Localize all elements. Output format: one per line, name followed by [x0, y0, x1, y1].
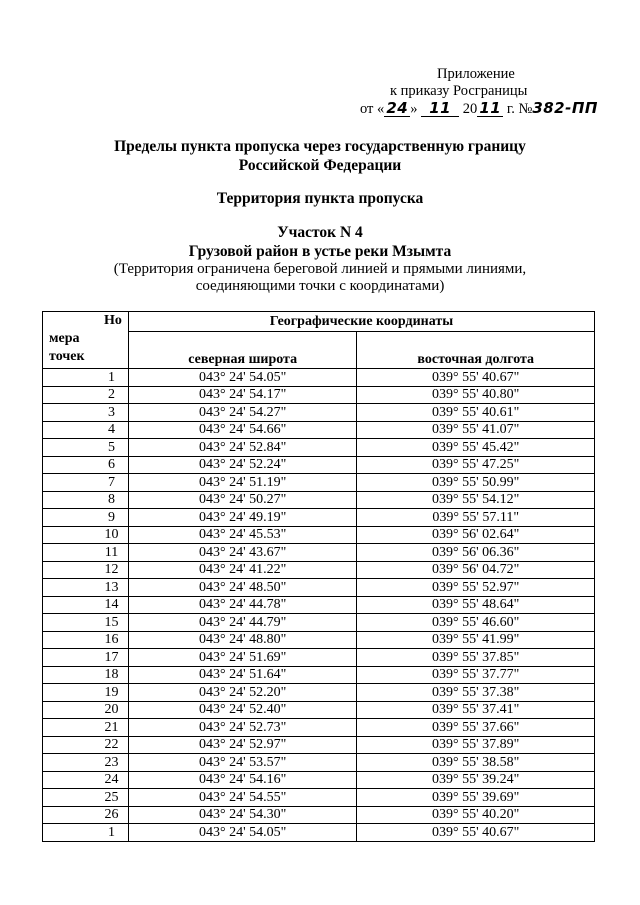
date-sep: »: [410, 101, 418, 117]
latitude-cell: 043° 24' 51.64": [128, 666, 357, 684]
order-number: 382-ПП: [532, 99, 598, 117]
longitude-cell: 039° 55' 46.60": [357, 614, 595, 632]
longitude-cell: 039° 55' 52.97": [357, 579, 595, 597]
latitude-cell: 043° 24' 52.97": [128, 736, 357, 754]
table-row: [43, 789, 595, 807]
latitude-cell: 043° 24' 52.73": [128, 719, 357, 737]
latitude-cell: 043° 24' 54.16": [128, 771, 357, 789]
latitude-cell: 043° 24' 52.20": [128, 684, 357, 702]
latitude-cell: 043° 24' 54.55": [128, 789, 357, 807]
point-number: 17: [43, 649, 129, 667]
point-number: 13: [43, 579, 129, 597]
table-row: [43, 684, 595, 702]
latitude-cell: 043° 24' 52.24": [128, 456, 357, 474]
longitude-cell: 039° 55' 37.38": [357, 684, 595, 702]
latitude-cell: 043° 24' 44.78": [128, 596, 357, 614]
point-number: 14: [43, 596, 129, 614]
table-row: [43, 701, 595, 719]
latitude-cell: 043° 24' 41.22": [128, 561, 357, 579]
date-year: 11: [477, 101, 503, 117]
point-number: 20: [43, 701, 129, 719]
longitude-cell: 039° 55' 45.42": [357, 439, 595, 457]
number-prefix: г. №: [506, 101, 533, 117]
table-row: [43, 386, 595, 404]
col-header-lat: северная широта: [128, 332, 357, 369]
col-header-coords: Географические координаты: [128, 312, 594, 332]
point-number: 6: [43, 456, 129, 474]
latitude-cell: 043° 24' 51.69": [128, 649, 357, 667]
latitude-cell: 043° 24' 54.27": [128, 404, 357, 422]
table-row: [43, 614, 595, 632]
table-row: [43, 369, 595, 387]
longitude-cell: 039° 55' 39.69": [357, 789, 595, 807]
table-row: [43, 421, 595, 439]
longitude-cell: 039° 55' 47.25": [357, 456, 595, 474]
longitude-cell: 039° 55' 41.99": [357, 631, 595, 649]
longitude-cell: 039° 55' 37.77": [357, 666, 595, 684]
table-row: [43, 631, 595, 649]
longitude-cell: 039° 55' 50.99": [357, 474, 595, 492]
note-line2: соединяющими точки с координатами): [195, 278, 445, 294]
latitude-cell: 043° 24' 49.19": [128, 509, 357, 527]
latitude-cell: 043° 24' 43.67": [128, 544, 357, 562]
point-number: 4: [43, 421, 129, 439]
table-row: [43, 474, 595, 492]
latitude-cell: 043° 24' 54.05": [128, 369, 357, 387]
latitude-cell: 043° 24' 45.53": [128, 526, 357, 544]
longitude-cell: 039° 55' 40.67": [357, 824, 595, 842]
point-number: 24: [43, 771, 129, 789]
longitude-cell: 039° 55' 37.89": [357, 736, 595, 754]
table-row: [43, 456, 595, 474]
heading-line2: Российской Федерации: [238, 157, 402, 174]
point-number: 12: [43, 561, 129, 579]
longitude-cell: 039° 55' 40.20": [357, 806, 595, 824]
table-row: [43, 666, 595, 684]
longitude-cell: 039° 56' 06.36": [357, 544, 595, 562]
point-number: 1: [43, 824, 129, 842]
longitude-cell: 039° 55' 38.58": [357, 754, 595, 772]
latitude-cell: 043° 24' 54.17": [128, 386, 357, 404]
point-number: 7: [43, 474, 129, 492]
longitude-cell: 039° 55' 37.66": [357, 719, 595, 737]
longitude-cell: 039° 55' 40.61": [357, 404, 595, 422]
table-row: [43, 736, 595, 754]
longitude-cell: 039° 56' 02.64": [357, 526, 595, 544]
date-month: 11: [421, 101, 459, 117]
longitude-cell: 039° 55' 54.12": [357, 491, 595, 509]
point-number: 25: [43, 789, 129, 807]
latitude-cell: 043° 24' 54.66": [128, 421, 357, 439]
longitude-cell: 039° 55' 57.11": [357, 509, 595, 527]
section-title: Территория пункта пропуска: [216, 190, 424, 207]
table-row: [43, 649, 595, 667]
point-number: 22: [43, 736, 129, 754]
point-number: 21: [43, 719, 129, 737]
appendix-date-line: [360, 100, 598, 118]
latitude-cell: 043° 24' 52.84": [128, 439, 357, 457]
point-number: 1: [43, 369, 129, 387]
table-row: [43, 509, 595, 527]
col-header-lon: восточная долгота: [357, 332, 595, 369]
table-row: [43, 561, 595, 579]
year-prefix: 20: [462, 101, 478, 117]
table-row: [43, 824, 595, 842]
latitude-cell: 043° 24' 51.19": [128, 474, 357, 492]
longitude-cell: 039° 55' 40.80": [357, 386, 595, 404]
date-prefix: от «: [360, 101, 385, 117]
point-number: 10: [43, 526, 129, 544]
table-row: [43, 806, 595, 824]
longitude-cell: 039° 55' 48.64": [357, 596, 595, 614]
latitude-cell: 043° 24' 48.80": [128, 631, 357, 649]
table-row: [43, 579, 595, 597]
latitude-cell: 043° 24' 50.27": [128, 491, 357, 509]
point-number: 8: [43, 491, 129, 509]
latitude-cell: 043° 24' 48.50": [128, 579, 357, 597]
latitude-cell: 043° 24' 53.57": [128, 754, 357, 772]
point-number: 11: [43, 544, 129, 562]
table-row: [43, 491, 595, 509]
table-row: [43, 404, 595, 422]
latitude-cell: 043° 24' 52.40": [128, 701, 357, 719]
longitude-cell: 039° 55' 40.67": [357, 369, 595, 387]
date-day: 24: [384, 101, 410, 117]
appendix-order-ref: к приказу Росграницы: [390, 83, 528, 99]
longitude-cell: 039° 55' 37.41": [357, 701, 595, 719]
longitude-cell: 039° 55' 41.07": [357, 421, 595, 439]
coordinates-table: [42, 311, 595, 842]
table-row: [43, 596, 595, 614]
longitude-cell: 039° 55' 39.24": [357, 771, 595, 789]
point-number: 19: [43, 684, 129, 702]
point-number: 23: [43, 754, 129, 772]
note-line1: (Территория ограничена береговой линией и прямыми линиями,: [113, 261, 527, 277]
latitude-cell: 043° 24' 54.05": [128, 824, 357, 842]
table-row: [43, 771, 595, 789]
point-number: 15: [43, 614, 129, 632]
point-number: 3: [43, 404, 129, 422]
point-number: 5: [43, 439, 129, 457]
point-number: 2: [43, 386, 129, 404]
table-row: [43, 754, 595, 772]
point-number: 18: [43, 666, 129, 684]
point-number: 9: [43, 509, 129, 527]
table-row: [43, 526, 595, 544]
point-number: 26: [43, 806, 129, 824]
latitude-cell: 043° 24' 54.30": [128, 806, 357, 824]
longitude-cell: 039° 56' 04.72": [357, 561, 595, 579]
table-row: [43, 719, 595, 737]
point-number: 16: [43, 631, 129, 649]
table-row: [43, 439, 595, 457]
table-row: [43, 544, 595, 562]
heading-line1: Пределы пункта пропуска через государственную границу: [114, 138, 526, 155]
appendix-title: Приложение: [437, 66, 515, 82]
latitude-cell: 043° 24' 44.79": [128, 614, 357, 632]
col-header-number: Но мера точек: [43, 312, 129, 369]
table-body: [43, 369, 595, 842]
plot-name: Грузовой район в устье реки Мзымта: [188, 243, 452, 260]
plot-title: Участок N 4: [277, 224, 363, 241]
longitude-cell: 039° 55' 37.85": [357, 649, 595, 667]
